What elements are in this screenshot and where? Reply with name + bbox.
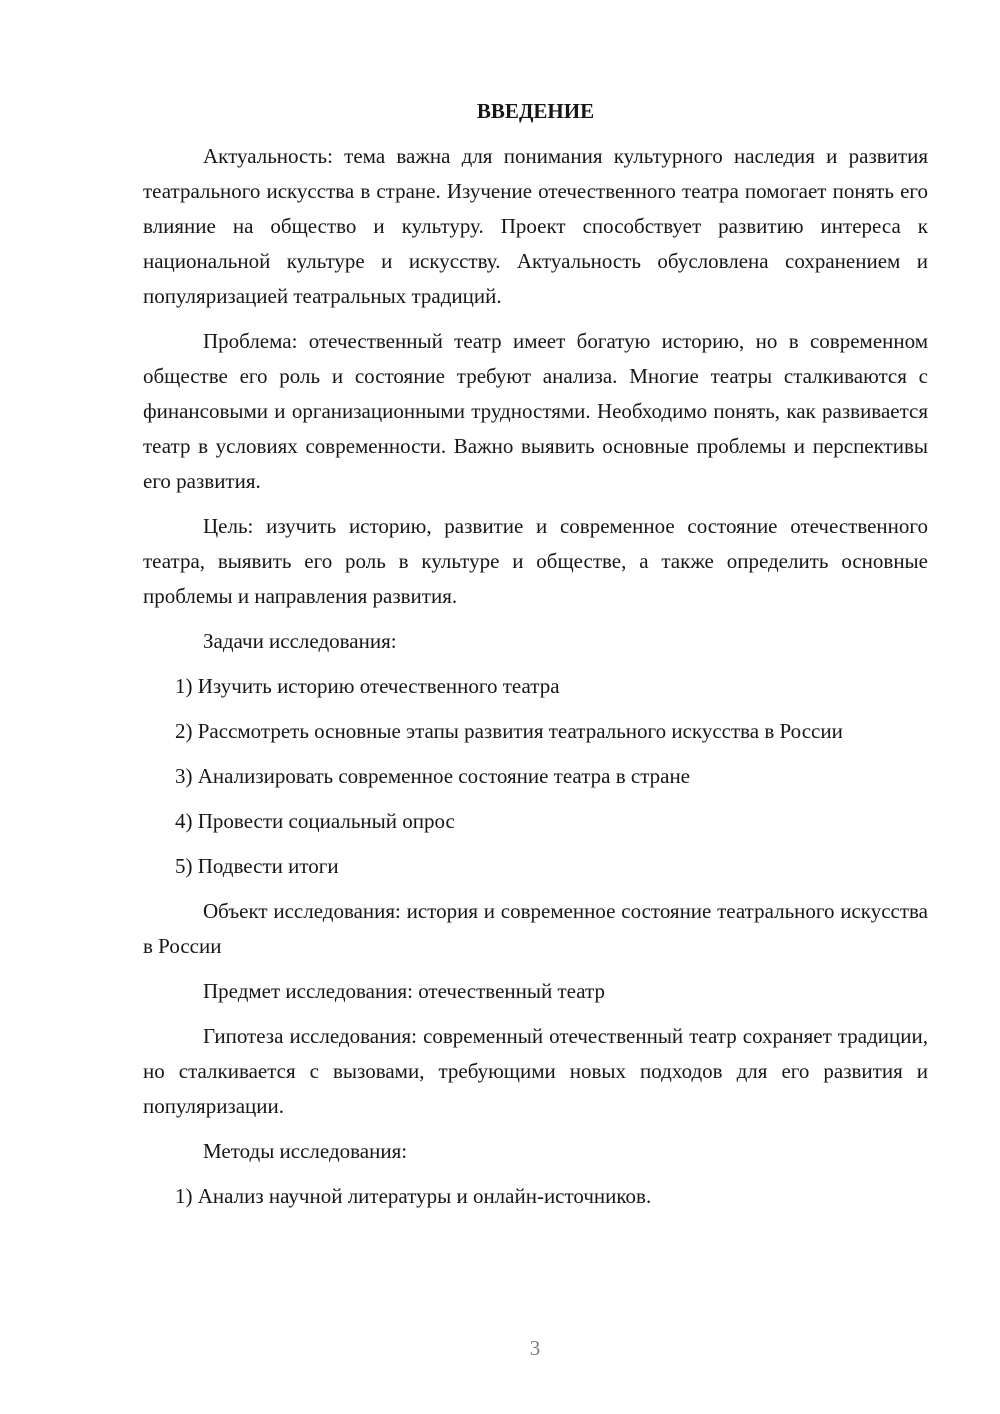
method-item-1: 1) Анализ научной литературы и онлайн-источников. bbox=[175, 1184, 652, 1208]
task-item-3: 3) Анализировать современное состояние театра в стране bbox=[175, 764, 691, 788]
task-item-2: 2) Рассмотреть основные этапы развития театрального искусства в России bbox=[175, 719, 843, 743]
page-number: 3 bbox=[529, 1336, 541, 1360]
relevance-paragraph: Актуальность: тема важна для понимания культурного наследия и развития театрального искусства в стране. Изучение отечественного театра помогает понять его влияние на общество и культуру. Проект способствует развитию интереса к национальной культуре и искусству. Актуальность обусловлена сохранением и популяризацией театральных традиций. bbox=[143, 144, 928, 308]
task-item-5: 5) Подвести итоги bbox=[175, 854, 339, 878]
page-content bbox=[143, 94, 928, 1224]
hypothesis-paragraph: Гипотеза исследования: современный отечественный театр сохраняет традиции, но сталкивается с вызовами, требующими новых подходов для его развития и популяризации. bbox=[143, 1024, 928, 1118]
task-item-1: 1) Изучить историю отечественного театра bbox=[175, 674, 560, 698]
methods-title: Методы исследования: bbox=[203, 1139, 408, 1163]
tasks-title: Задачи исследования: bbox=[203, 629, 397, 653]
subject-paragraph: Предмет исследования: отечественный театр bbox=[203, 979, 605, 1003]
problem-paragraph: Проблема: отечественный театр имеет богатую историю, но в современном обществе его роль и состояние требуют анализа. Многие театры сталкиваются с финансовыми и организационными трудностями. Необходимо понять, как развивается театр в условиях современности. Важно выявить основные проблемы и перспективы его развития. bbox=[143, 329, 928, 493]
task-item-4: 4) Провести социальный опрос bbox=[175, 809, 455, 833]
goal-paragraph: Цель: изучить историю, развитие и современное состояние отечественного театра, выявить его роль в культуре и обществе, а также определить основные проблемы и направления развития. bbox=[143, 514, 928, 608]
section-heading: ВВЕДЕНИЕ bbox=[476, 99, 595, 123]
object-paragraph: Объект исследования: история и современное состояние театрального искусства в России bbox=[143, 899, 928, 958]
